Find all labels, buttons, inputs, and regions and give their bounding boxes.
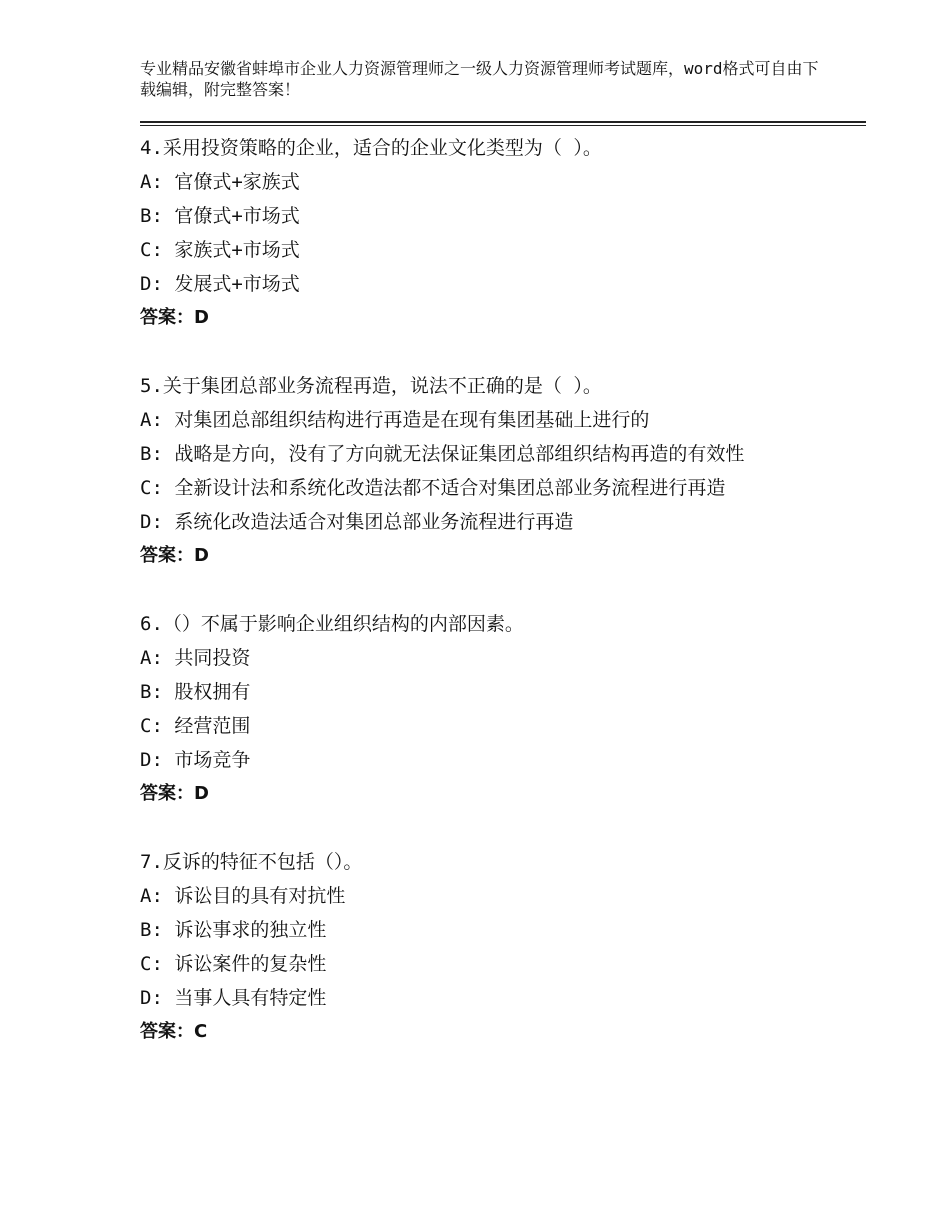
answer: 答案：D [140, 307, 209, 328]
option-d: D: 发展式+市场式 [140, 273, 300, 295]
document-header: 专业精品安徽省蚌埠市企业人力资源管理师之一级人力资源管理师考试题库，word格式可自由下载编辑，附完整答案！ [140, 59, 819, 99]
question-stem: 6.（）不属于影响企业组织结构的内部因素。 [140, 613, 524, 635]
option-a: A: 对集团总部组织结构进行再造是在现有集团基础上进行的 [140, 409, 650, 431]
option-d: D: 市场竞争 [140, 749, 251, 771]
option-a: A: 共同投资 [140, 647, 251, 669]
question-stem: 7.反诉的特征不包括（）。 [140, 851, 363, 873]
question-spacer [140, 811, 820, 845]
question-7 [140, 845, 820, 1049]
answer: 答案：D [140, 783, 209, 804]
option-c: C: 全新设计法和系统化改造法都不适合对集团总部业务流程进行再造 [140, 477, 726, 499]
option-d: D: 系统化改造法适合对集团总部业务流程进行再造 [140, 511, 574, 533]
question-spacer [140, 335, 820, 369]
option-b: B: 官僚式+市场式 [140, 205, 300, 227]
option-c: C: 家族式+市场式 [140, 239, 300, 261]
question-spacer [140, 573, 820, 607]
question-stem: 5.关于集团总部业务流程再造，说法不正确的是（ ）。 [140, 375, 602, 397]
answer: 答案：D [140, 545, 209, 566]
question-4 [140, 131, 820, 335]
question-6 [140, 607, 820, 811]
answer: 答案：C [140, 1021, 208, 1042]
option-b: B: 诉讼事求的独立性 [140, 919, 327, 941]
option-b: B: 股权拥有 [140, 681, 251, 703]
question-stem: 4.采用投资策略的企业，适合的企业文化类型为（ ）。 [140, 137, 602, 159]
option-b: B: 战略是方向，没有了方向就无法保证集团总部组织结构再造的有效性 [140, 443, 745, 465]
option-c: C: 诉讼案件的复杂性 [140, 953, 327, 975]
option-a: A: 诉讼目的具有对抗性 [140, 885, 346, 907]
header-divider-thin [140, 125, 866, 126]
header-divider-thick [140, 121, 866, 123]
question-list [140, 131, 820, 1049]
option-a: A: 官僚式+家族式 [140, 171, 300, 193]
option-c: C: 经营范围 [140, 715, 251, 737]
option-d: D: 当事人具有特定性 [140, 987, 327, 1009]
question-5 [140, 369, 820, 573]
